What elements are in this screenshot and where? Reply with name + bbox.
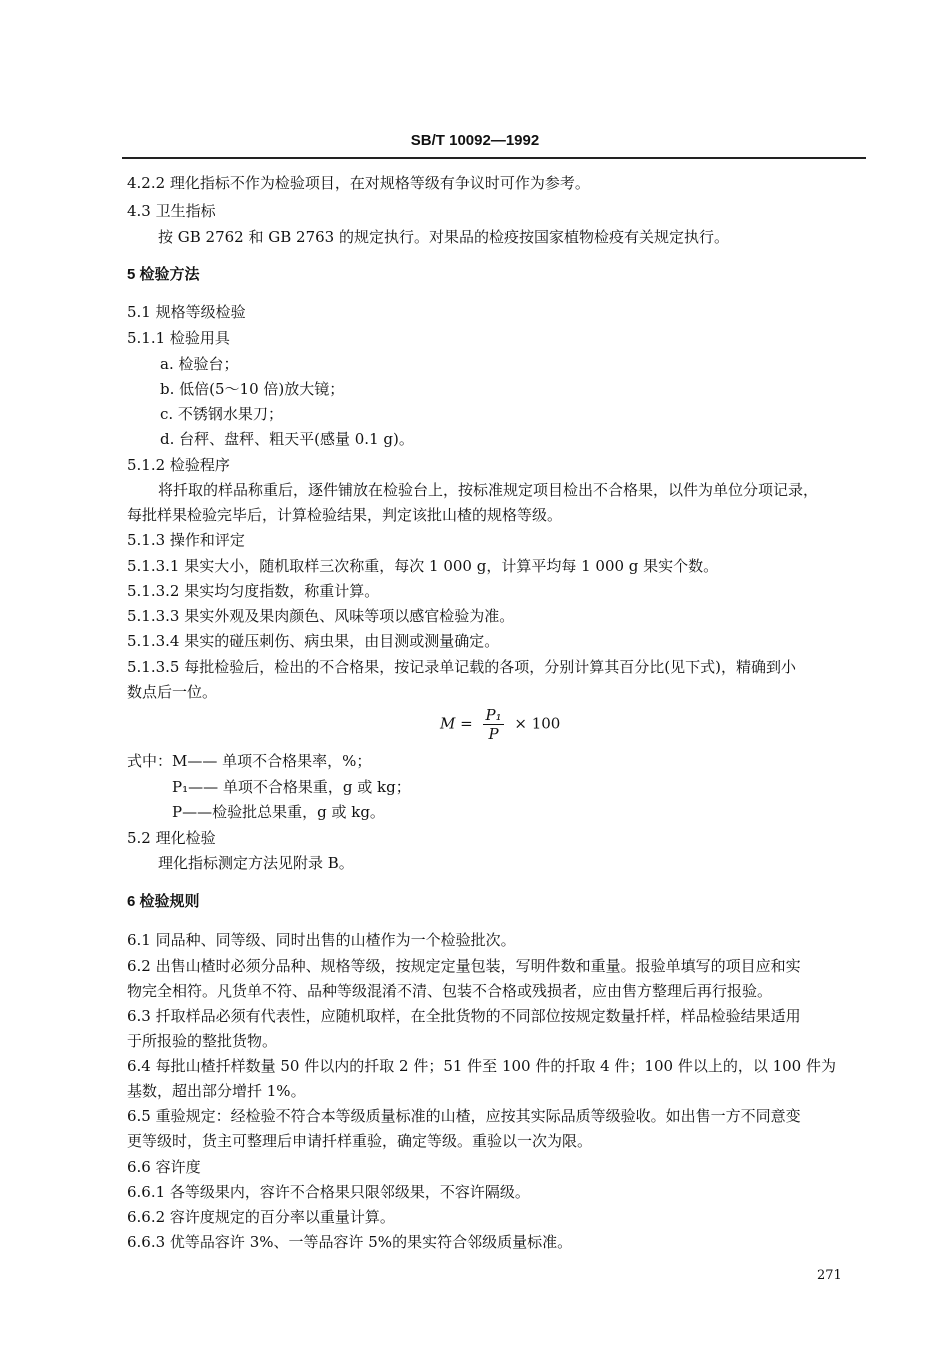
page-header: SB/T 10092—1992 <box>410 132 540 149</box>
clause-6-4-line1: 6.4 每批山楂扦样数量 50 件以内的扦取 2 件；51 件至 100 件的扦取 4 件；100 件以上的，以 100 件为 <box>127 1057 836 1075</box>
clause-5-1-3-5-line1: 5.1.3.5 每批检验后，检出的不合格果，按记录单记载的各项，分别计算其百分比(见下式)，精确到小 <box>127 658 796 676</box>
clause-6-3-line1: 6.3 扦取样品必须有代表性，应随机取样，在全批货物的不同部位按规定数量扦样，样品检验结果适用 <box>127 1007 801 1025</box>
clause-6-6-2: 6.6.2 容许度规定的百分率以重量计算。 <box>127 1208 395 1226</box>
section-5-heading: 5 检验方法 <box>127 266 200 283</box>
clause-5-1-1: 5.1.1 检验用具 <box>127 329 230 347</box>
clause-6-1: 6.1 同品种、同等级、同时出售的山楂作为一个检验批次。 <box>127 931 516 949</box>
header-rule <box>122 157 866 159</box>
clause-5-1-3: 5.1.3 操作和评定 <box>127 531 245 549</box>
clause-4-3-body: 按 GB 2762 和 GB 2763 的规定执行。对果品的检疫按国家植物检疫有关规定执行。 <box>158 228 729 246</box>
tool-item-c: c. 不锈钢水果刀； <box>160 405 283 423</box>
where-p1: P₁—— 单项不合格果重，g 或 kg； <box>172 778 411 796</box>
section-6-heading: 6 检验规则 <box>127 893 200 910</box>
where-p: P——检验批总果重，g 或 kg。 <box>172 803 385 821</box>
tool-item-d: d. 台秤、盘秤、粗天平(感量 0.1 g)。 <box>160 430 414 448</box>
percentage-formula <box>440 706 560 743</box>
clause-5-2-body: 理化指标测定方法见附录 B。 <box>158 854 354 872</box>
formula-lhs: M = <box>440 714 473 733</box>
clause-4-2-2: 4.2.2 理化指标不作为检验项目，在对规格等级有争议时可作为参考。 <box>127 174 590 192</box>
clause-5-1-3-1: 5.1.3.1 果实大小，随机取样三次称重，每次 1 000 g，计算平均每 1 000 g 果实个数。 <box>127 557 719 575</box>
tool-item-b: b. 低倍(5～10 倍)放大镜； <box>160 380 345 398</box>
clause-6-3-line2: 于所报验的整批货物。 <box>127 1032 278 1050</box>
clause-5-2: 5.2 理化检验 <box>127 829 216 847</box>
clause-6-2-line1: 6.2 出售山楂时必须分品种、规格等级，按规定定量包装，写明件数和重量。报验单填写的项目应和实 <box>127 957 801 975</box>
where-m: 式中：M—— 单项不合格果率，%； <box>127 752 372 770</box>
formula-rhs: × 100 <box>514 714 561 733</box>
formula-numerator: P₁ <box>485 706 502 724</box>
clause-5-1-3-3: 5.1.3.3 果实外观及果肉颜色、风味等项以感官检验为准。 <box>127 607 515 625</box>
clause-6-6-1: 6.6.1 各等级果内，容许不合格果只限邻级果，不容许隔级。 <box>127 1183 530 1201</box>
clause-5-1-2: 5.1.2 检验程序 <box>127 456 230 474</box>
clause-4-3-heading: 4.3 卫生指标 <box>127 202 216 220</box>
clause-5-1-3-5-line2: 数点后一位。 <box>127 683 218 701</box>
clause-5-1-2-body-line2: 每批样果检验完毕后，计算检验结果，判定该批山楂的规格等级。 <box>127 506 563 524</box>
clause-6-6-3: 6.6.3 优等品容许 3%、一等品容许 5%的果实符合邻级质量标准。 <box>127 1233 573 1251</box>
formula-denominator: P <box>488 725 499 743</box>
page-number: 271 <box>817 1268 842 1283</box>
tool-item-a: a. 检验台； <box>160 355 239 373</box>
clause-6-2-line2: 物完全相符。凡货单不符、品种等级混淆不清、包装不合格或残损者，应由售方整理后再行报验。 <box>127 982 773 1000</box>
clause-6-5-line1: 6.5 重验规定：经检验不符合本等级质量标准的山楂，应按其实际品质等级验收。如出售一方不同意变 <box>127 1107 801 1125</box>
clause-6-4-line2: 基数，超出部分增扦 1%。 <box>127 1082 306 1100</box>
clause-5-1: 5.1 规格等级检验 <box>127 303 246 321</box>
clause-6-6: 6.6 容许度 <box>127 1158 201 1176</box>
clause-5-1-2-body-line1: 将扦取的样品称重后，逐件铺放在检验台上，按标准规定项目检出不合格果，以件为单位分项记录， <box>158 481 819 499</box>
formula-fraction <box>483 706 503 743</box>
clause-5-1-3-4: 5.1.3.4 果实的碰压刺伤、病虫果，由目测或测量确定。 <box>127 632 500 650</box>
clause-6-5-line2: 更等级时，货主可整理后申请扦样重验，确定等级。重验以一次为限。 <box>127 1132 593 1150</box>
clause-5-1-3-2: 5.1.3.2 果实均匀度指数，称重计算。 <box>127 582 380 600</box>
